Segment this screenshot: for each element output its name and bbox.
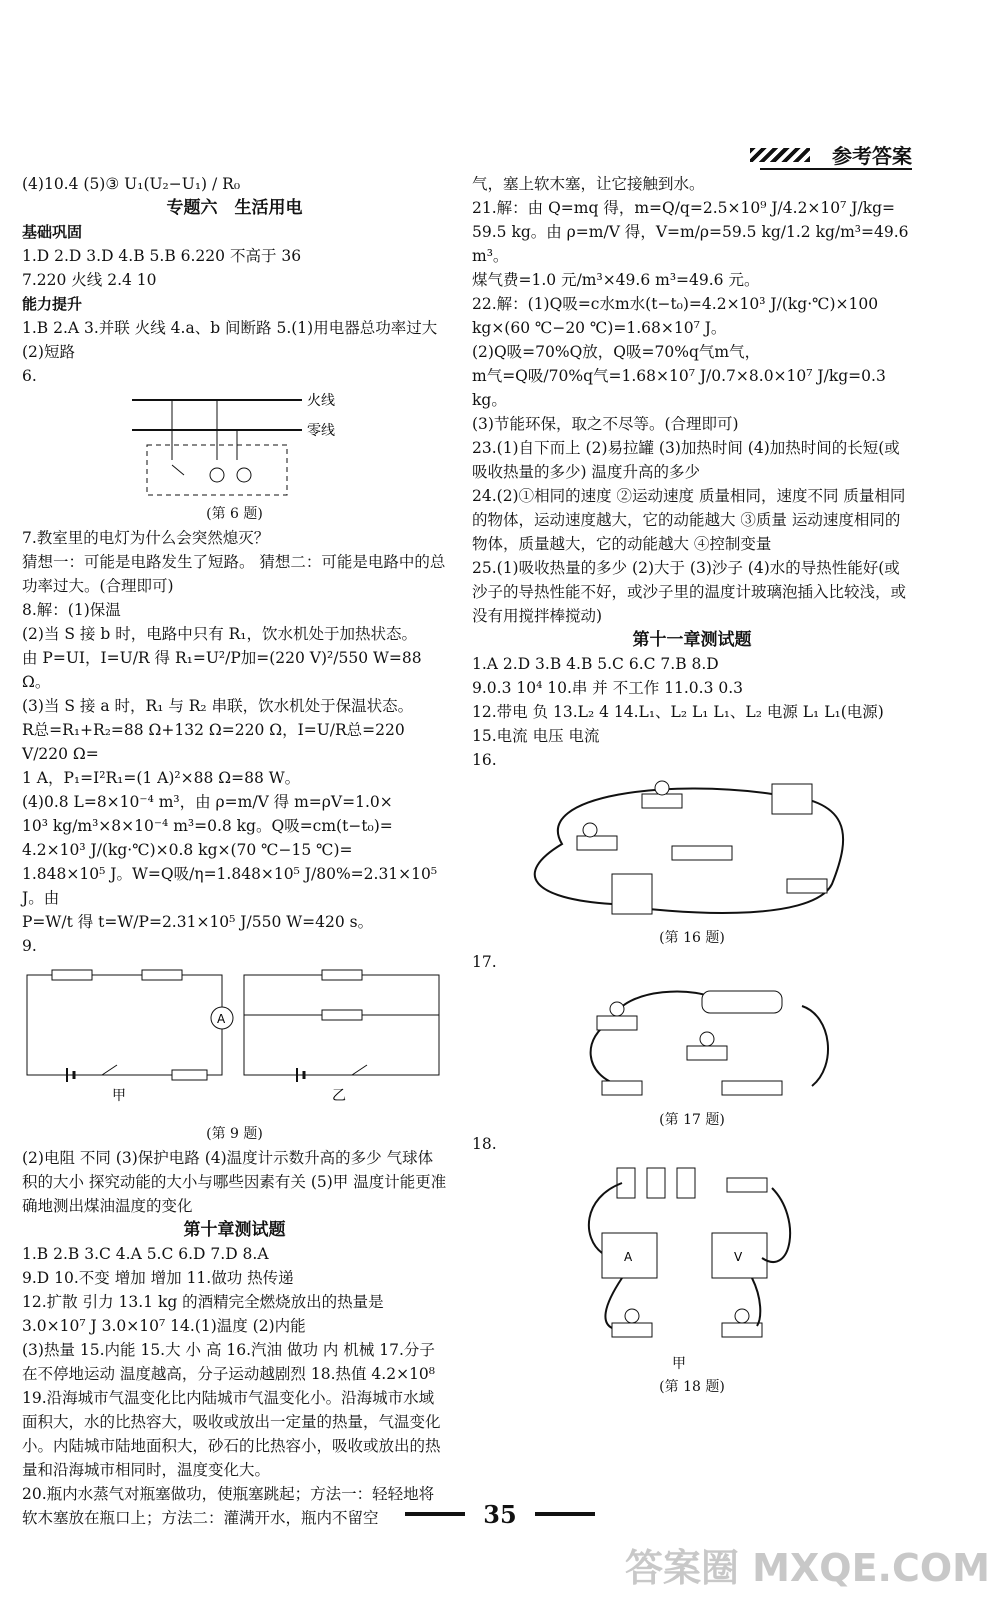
answer-line: 25.(1)吸收热量的多少 (2)大于 (3)沙子 (4)水的导热性能好(或沙子的导热性能不好，或沙子里的温度计玻璃泡插入比较浅，或没有用搅拌棒搅动) [472,559,907,625]
battery-icon [722,1081,782,1095]
answer-line: 1.B 2.B 3.C 4.A 5.C 6.D 7.D 8.A [22,1245,269,1263]
lamp-icon [700,1032,714,1046]
answer-line: 4.2×10³ J/(kg·℃)×0.8 kg×(70 ℃−15 ℃)= [22,841,353,859]
answer-line: 1 A，P₁=I²R₁=(1 A)²×88 Ω=88 W。 [22,769,301,787]
answer-line: 1.848×10⁵ J。W=Q吸/η=1.848×10⁵ J/80%=2.31×10⁵ J。由 [22,865,438,907]
switch-icon [727,1178,767,1192]
answer-line: 8.解：(1)保温 [22,601,121,619]
section-heading: 专题六 生活用电 [166,198,303,218]
answer-line: 9. [22,937,37,955]
subsection-heading: 基础巩固 [22,223,83,241]
figure-16-circuit [472,774,912,924]
answer-line: 由 P=UI，I=U/R 得 R₁=U²/P加=(220 V)²/550 W=88 Ω。 [22,649,422,691]
answer-line: 59.5 kg。由 ρ=m/V 得，V=m/ρ=59.5 kg/1.2 kg/m³=49.6 m³。 [472,223,909,265]
neutral-wire-label: 零线 [307,423,335,439]
battery-icon [677,1168,695,1198]
answer-line: (4)10.4 (5)③ U₁(U₂−U₁) / R₀ [22,175,241,193]
answer-line: 10³ kg/m³×8×10⁻⁴ m³=0.8 kg。Q吸=cm(t−t₀)= [22,817,393,835]
lamp-icon [583,823,597,837]
figure-caption: (第 16 题) [659,930,725,946]
answer-line: (2)电阻 不同 (3)保护电路 (4)温度计示数升高的多少 气球体积的大小 探究动能的大小与哪些因素有关 (5)甲 温度计能更准确地测出煤油温度的变化 [22,1149,447,1215]
answer-line: R总=R₁+R₂=88 Ω+132 Ω=220 Ω，I=U/R总=220 V/220 Ω= [22,721,405,763]
answer-line: (3)热量 15.内能 15.大 小 高 16.汽油 做功 内 机械 17.分子在不停地运动 温度越高，分子运动越剧烈 18.热值 4.2×10⁸ [22,1341,436,1383]
figure-9-circuits [22,960,447,1120]
answer-line: m气=Q吸/70%q气=1.68×10⁷ J/0.7×8.0×10⁷ J/kg=0.3 kg。 [472,367,886,409]
page-number: 35 [483,1500,517,1529]
left-column [22,172,447,1530]
watermark-logo: 答案圈 MXQE.COM [624,1546,990,1590]
answer-line: 20.瓶内水蒸气对瓶塞做功，使瓶塞跳起；方法一：轻轻地将软木塞放在瓶口上；方法二：灌满开水，瓶内不留空 [22,1485,435,1527]
circuit-label: 甲 [672,1356,686,1372]
answer-line: (3)节能环保，取之不尽等。(合理即可) [472,415,739,433]
figure-caption: (第 9 题) [206,1126,263,1142]
figure-17-circuit [472,976,912,1106]
answer-line: 1.B 2.A 3.并联 火线 4.a、b 间断路 5.(1)用电器总功率过大 (2)短路 [22,319,438,361]
live-wire-label: 火线 [307,393,335,409]
answer-line: 7.教室里的电灯为什么会突然熄灭？ [22,529,270,547]
figure-caption: (第 18 题) [659,1379,725,1395]
lamp-icon [735,1309,749,1323]
answer-line: 9.D 10.不变 增加 增加 11.做功 热传递 [22,1269,294,1287]
answer-line: 23.(1)自下而上 (2)易拉罐 (3)加热时间 (4)加热时间的长短(或吸收热量的多少) 温度升高的多少 [472,439,900,481]
svg-text:A: A [217,1012,226,1026]
answer-line: 煤气费=1.0 元/m³×49.6 m³=49.6 元。 [472,271,760,289]
figure-18-circuit [472,1158,912,1373]
rheostat-icon [672,846,732,860]
rheostat-icon [702,991,782,1013]
section-heading: 第十章测试题 [183,1220,286,1240]
socket-icon [237,468,251,482]
answer-line: P=W/t 得 t=W/P=2.31×10⁵ J/550 W=420 s。 [22,913,374,931]
switch-icon [787,879,827,893]
answer-line: 12.扩散 引力 13.1 kg 的酒精完全燃烧放出的热量是 3.0×10⁷ J 3.0×10⁷ 14.(1)温度 (2)内能 [22,1293,384,1335]
answer-line: (3)当 S 接 a 时，R₁ 与 R₂ 串联，饮水机处于保温状态。 [22,697,414,715]
right-column [472,172,912,1399]
svg-text:V: V [734,1250,743,1264]
answer-line: 21.解：由 Q=mq 得，m=Q/q=2.5×10⁹ J/4.2×10⁷ J/kg= [472,199,896,217]
answer-line: (2)当 S 接 b 时，电路中只有 R₁，饮水机处于加热状态。 [22,625,418,643]
answer-line: 9.0.3 10⁴ 10.串 并 不工作 11.0.3 0.3 [472,679,744,697]
answer-line: 19.沿海城市气温变化比内陆城市气温变化小。沿海城市水域面积大，水的比热容大，吸收或放出一定量的热量，气温变化小。内陆城市陆地面积大，砂石的比热容小，吸收或放出的热量和沿海城市相同时，温度变化大。 [22,1389,441,1479]
answer-line: 24.(2)①相同的速度 ②运动速度 质量相同，速度不同 质量相同的物体，运动速度越大，它的动能越大 ③质量 运动速度相同的物体，质量越大，它的动能越大 ④控制变量 [472,487,906,553]
answer-line: 16. [472,751,497,769]
lamp-icon [625,1309,639,1323]
page-header-title: 参考答案 [832,144,912,168]
battery-icon [647,1168,665,1198]
footer-decoration [535,1512,595,1516]
answer-line: 17. [472,953,497,971]
circuit-label: 乙 [332,1088,346,1104]
header-rule [760,168,912,170]
circuit-label: 甲 [112,1088,126,1104]
answer-line: 6. [22,367,37,385]
answer-line: (2)Q吸=70%Q放，Q吸=70%q气m气， [472,343,761,361]
answer-line: (4)0.8 L=8×10⁻⁴ m³，由 ρ=m/V 得 m=ρV=1.0× [22,793,393,811]
answer-line: 猜想一：可能是电路发生了短路。 猜想二：可能是电路中的总功率过大。(合理即可) [22,553,446,595]
figure-caption: (第 17 题) [659,1112,725,1128]
answer-line: 气，塞上软木塞，让它接触到水。 [472,175,705,193]
header-decoration [750,148,810,162]
answer-line: 22.解：(1)Q吸=c水m水(t−t₀)=4.2×10³ J/(kg·℃)×100 kg×(60 ℃−20 ℃)=1.68×10⁷ J。 [472,295,879,337]
meter-icon [772,784,812,814]
subsection-heading: 能力提升 [22,295,83,313]
battery-icon [612,874,652,914]
svg-text:A: A [624,1250,633,1264]
answer-line: 18. [472,1135,497,1153]
answer-line: 12.带电 负 13.L₂ 4 14.L₁、L₂ L₁ L₁、L₂ 电源 L₁ L₁(电源) 15.电流 电压 电流 [472,703,884,745]
section-heading: 第十一章测试题 [632,630,752,650]
figure-6-wiring [22,390,442,500]
lamp-icon [210,468,224,482]
answer-line: 1.A 2.D 3.B 4.B 5.C 6.C 7.B 8.D [472,655,719,673]
figure-caption: (第 6 题) [206,506,263,522]
answer-line: 1.D 2.D 3.D 4.B 5.B 6.220 不高于 36 [22,247,302,265]
answer-line: 7.220 火线 2.4 10 [22,271,157,289]
lamp-icon [655,781,669,795]
lamp-icon [610,1002,624,1016]
